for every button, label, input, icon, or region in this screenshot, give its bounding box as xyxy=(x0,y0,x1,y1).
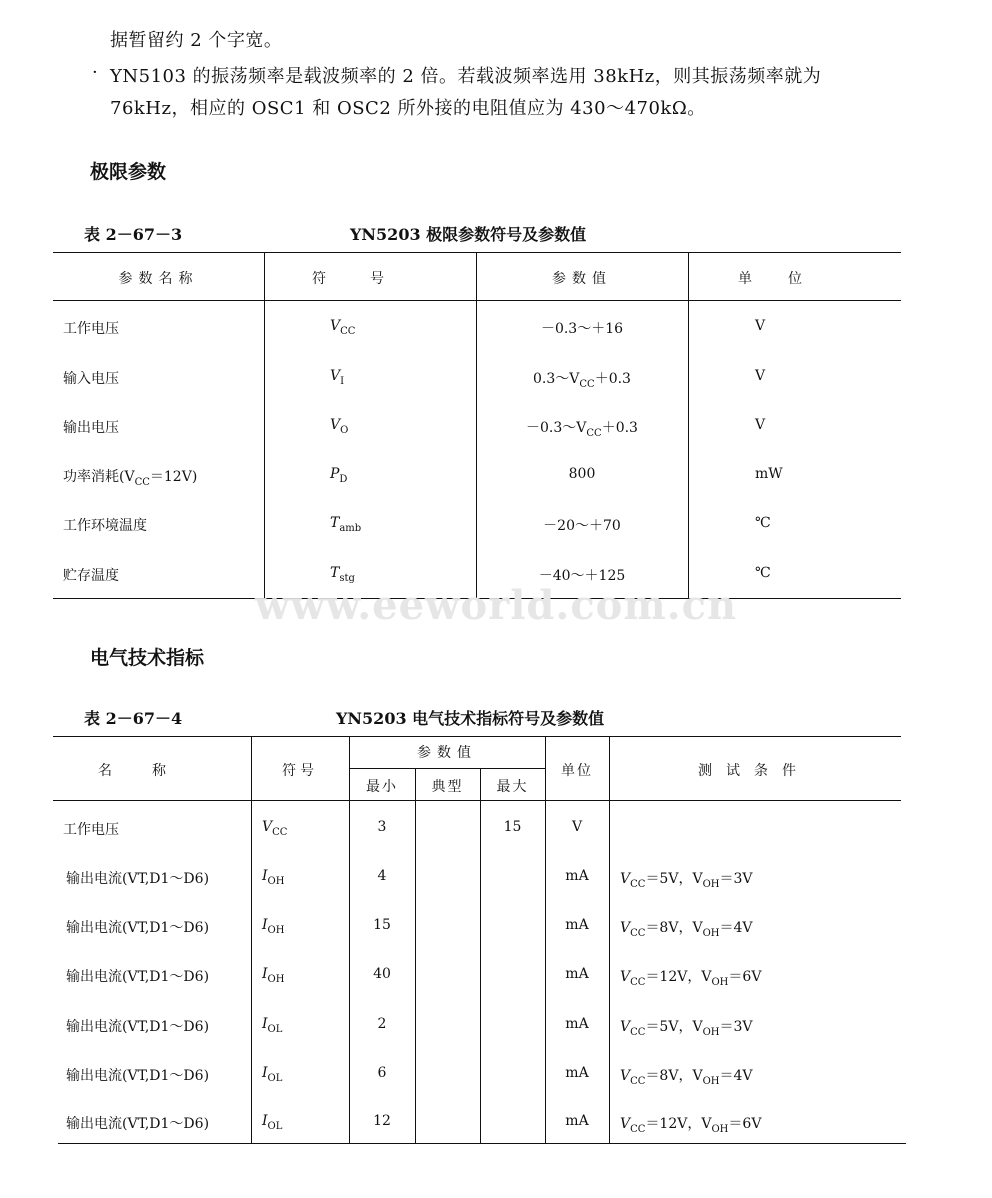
table-cell-symbol: $I_{OH}$ xyxy=(262,917,285,936)
table-cell-min: 40 xyxy=(373,966,391,982)
watermark: www.eeworld.com.cn xyxy=(254,582,738,629)
header-typ: 典型 xyxy=(431,779,464,795)
table-cell-name: 输出电流(VT,D1～D6) xyxy=(66,1116,210,1132)
table-cell-value: $0.3\sim V_{CC}+0.3$ xyxy=(533,371,631,390)
table-top-rule xyxy=(53,252,901,253)
table-header-rule xyxy=(53,300,901,301)
table-cell-symbol: $V_{CC}$ xyxy=(262,819,288,838)
table-cell-symbol: $V_O$ xyxy=(330,417,349,436)
table-cell-value: $-0.3\sim V_{CC}+0.3$ xyxy=(526,420,638,439)
bullet-marker: · xyxy=(92,62,99,83)
table-cell-name: 输出电压 xyxy=(63,420,119,436)
header-value: 参数值 xyxy=(552,271,612,287)
table-top-rule xyxy=(53,736,901,737)
table-cell-name: 输出电流(VT,D1～D6) xyxy=(66,1019,210,1035)
table-cell-value: 800 xyxy=(568,466,596,482)
table-cell-value: －20～＋70 xyxy=(543,518,621,534)
table-number-limits: 表 2－67－3 xyxy=(84,225,183,244)
table-cell-symbol: $I_{OL}$ xyxy=(262,1016,283,1035)
table-bottom-rule xyxy=(58,1143,906,1144)
header-symbol: 符号 xyxy=(282,763,318,779)
section-heading-electrical: 电气技术指标 xyxy=(90,647,205,669)
table-cell-symbol: $T_{amb}$ xyxy=(330,515,362,534)
table-cell-condition: $V_{CC}=5V$，$V_{OH}=3V$ xyxy=(620,1019,753,1038)
header-unit: 单位 xyxy=(561,763,593,779)
header-max: 最大 xyxy=(496,779,529,795)
table-cell-name: 工作电压 xyxy=(63,321,119,337)
table-cell-unit: V xyxy=(755,368,766,384)
table-cell-symbol: $P_D$ xyxy=(330,466,348,485)
table-cell-unit: V xyxy=(755,318,766,334)
table-cell-unit: V xyxy=(571,819,583,835)
table-number-electrical: 表 2－67－4 xyxy=(84,709,183,728)
table-cell-symbol: $V_{CC}$ xyxy=(330,318,356,337)
table-cell-unit: mA xyxy=(565,868,589,884)
table-cell-name: 输出电流(VT,D1～D6) xyxy=(66,920,210,936)
table-cell-unit: mA xyxy=(565,966,589,982)
header-param-name: 参数名称 xyxy=(118,271,199,287)
section-heading-limits: 极限参数 xyxy=(90,161,167,183)
table-cell-symbol: $I_{OL}$ xyxy=(262,1113,283,1132)
table-cell-unit: mA xyxy=(565,917,589,933)
intro-line-1: 据暂留约 2 个字宽。 xyxy=(110,30,283,51)
table-cell-min: 6 xyxy=(377,1065,387,1081)
table-column-divider xyxy=(545,736,546,1143)
table-cell-symbol: $T_{stg}$ xyxy=(330,565,355,584)
table-header-rule xyxy=(53,800,901,801)
table-column-divider xyxy=(251,736,252,1143)
table-cell-condition: $V_{CC}=8V$，$V_{OH}=4V$ xyxy=(620,920,753,939)
table-cell-condition: $V_{CC}=12V$，$V_{OH}=6V$ xyxy=(620,1116,762,1135)
table-cell-condition: $V_{CC}=5V$，$V_{OH}=3V$ xyxy=(620,871,753,890)
table-cell-name: 输出电流(VT,D1～D6) xyxy=(66,871,210,887)
table-cell-unit: mA xyxy=(565,1016,589,1032)
table-caption-limits: YN5203 极限参数符号及参数值 xyxy=(350,225,587,244)
header-test-conditions: 测试条件 xyxy=(698,763,810,779)
table-cell-name: 工作电压 xyxy=(63,822,119,838)
table-cell-condition: $V_{CC}=8V$，$V_{OH}=4V$ xyxy=(620,1068,753,1087)
table-caption-electrical: YN5203 电气技术指标符号及参数值 xyxy=(336,709,605,728)
header-name: 名称 xyxy=(98,763,206,779)
table-cell-name: 输入电压 xyxy=(63,371,119,387)
table-cell-unit: ℃ xyxy=(755,515,771,531)
table-column-divider xyxy=(609,736,610,1143)
table-column-divider xyxy=(349,736,350,1143)
table-column-divider xyxy=(688,252,689,598)
table-cell-unit: ℃ xyxy=(755,565,771,581)
header-unit: 单位 xyxy=(738,271,838,287)
table-cell-min: 4 xyxy=(377,868,387,884)
table-column-divider xyxy=(264,252,265,598)
table-cell-symbol: $I_{OL}$ xyxy=(262,1065,283,1084)
table-cell-name: 贮存温度 xyxy=(63,568,119,584)
table-subheader-rule xyxy=(349,768,545,769)
header-min: 最小 xyxy=(366,779,398,795)
table-cell-symbol: $I_{OH}$ xyxy=(262,868,285,887)
table-cell-value: －0.3～＋16 xyxy=(540,321,624,337)
table-cell-unit: mA xyxy=(565,1113,589,1129)
table-cell-symbol: $V_I$ xyxy=(330,368,345,387)
header-param-value: 参数值 xyxy=(417,745,477,761)
table-cell-unit: mA xyxy=(565,1065,589,1081)
table-cell-name: 输出电流(VT,D1～D6) xyxy=(66,969,210,985)
header-symbol: 符号 xyxy=(312,271,428,287)
table-cell-min: 2 xyxy=(377,1016,387,1032)
table-cell-condition: $V_{CC}=12V$，$V_{OH}=6V$ xyxy=(620,969,762,988)
table-cell-name: 工作环境温度 xyxy=(63,518,147,534)
table-cell-max: 15 xyxy=(503,819,522,835)
table-cell-name: 输出电流(VT,D1～D6) xyxy=(66,1068,210,1084)
intro-line-3: 76kHz，相应的 OSC1 和 OSC2 所外接的电阻值应为 430～470kΩ。 xyxy=(110,98,706,119)
table-cell-min: 12 xyxy=(373,1113,391,1129)
table-cell-unit: mW xyxy=(755,466,783,482)
table-cell-symbol: $I_{OH}$ xyxy=(262,966,285,985)
table-cell-name: 功率消耗$(V_{CC}=12V)$ xyxy=(63,469,198,488)
table-cell-unit: V xyxy=(755,417,766,433)
table-cell-min: 3 xyxy=(377,819,387,835)
table-column-divider xyxy=(415,768,416,1143)
table-cell-min: 15 xyxy=(373,917,391,933)
table-cell-value: －40～＋125 xyxy=(538,568,626,584)
intro-line-2: YN5103 的振荡频率是载波频率的 2 倍。若载波频率选用 38kHz，则其振荡频率就为 xyxy=(110,66,822,87)
